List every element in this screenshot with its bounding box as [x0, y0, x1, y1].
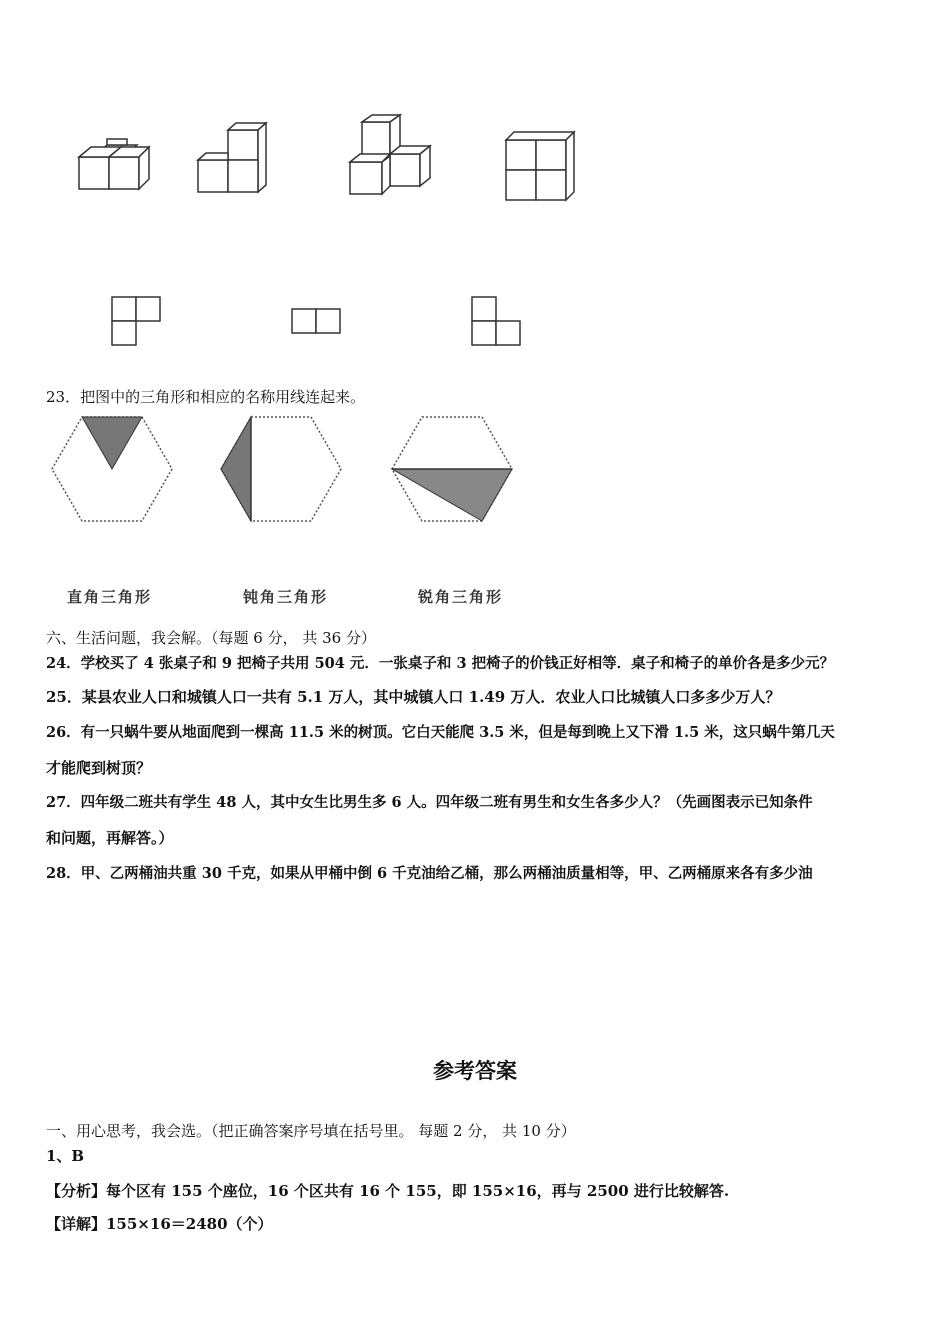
question-26-line-2: 才能爬到树顶？ [46, 759, 152, 777]
section-6-heading: 六、生活问题，我会解。（每题 6 分， 共 36 分） [46, 629, 376, 647]
hexagon-figure-3 [390, 414, 515, 524]
answer-1: 1、B [46, 1147, 85, 1165]
cube-figure-3 [348, 112, 438, 202]
question-25: 25．某县农业人口和城镇人口一共有 5.1 万人，其中城镇人口 1.49 万人．农业人口比城镇人口多多少万人？ [46, 688, 781, 706]
answers-title: 参考答案 [433, 1059, 517, 1083]
answer-1-detail: 【详解】155×16＝2480（个） [46, 1215, 273, 1233]
cube-figure-2 [196, 120, 276, 200]
view-figure-1 [111, 296, 163, 348]
question-27-line-2: 和问题，再解答。） [46, 829, 174, 847]
hexagon-figure-2 [219, 414, 344, 524]
cube-figure-1 [75, 135, 155, 195]
question-24: 24．学校买了 4 张桌子和 9 把椅子共用 504 元．一张桌子和 3 把椅子的价钱正好相等．桌子和椅子的单价各是多少元？ [46, 655, 835, 672]
question-23: 23．把图中的三角形和相应的名称用线连起来。 [46, 388, 366, 406]
label-right-triangle: 直角三角形 [67, 588, 153, 606]
view-figure-2 [291, 308, 343, 336]
answers-section-1-heading: 一、用心思考，我会选。（把正确答案序号填在括号里。 每题 2 分， 共 10 分） [46, 1122, 576, 1140]
question-27-line-1: 27．四年级二班共有学生 48 人，其中女生比男生多 6 人。四年级二班有男生和女生各多少人？（先画图表示已知条件 [46, 794, 813, 811]
question-28: 28．甲、乙两桶油共重 30 千克，如果从甲桶中倒 6 千克油给乙桶，那么两桶油质量相等，甲、乙两桶原来各有多少油 [46, 865, 813, 882]
hexagon-figure-1 [50, 414, 175, 524]
view-figure-3 [471, 296, 523, 348]
question-26-line-1: 26．有一只蜗牛要从地面爬到一棵高 11.5 米的树顶。它白天能爬 3.5 米，但是每到晚上又下滑 1.5 米，这只蜗牛第几天 [46, 724, 835, 741]
label-obtuse-triangle: 钝角三角形 [243, 588, 329, 606]
answer-1-analysis: 【分析】每个区有 155 个座位，16 个区共有 16 个 155，即 155×16，再与 2500 进行比较解答. [46, 1182, 730, 1200]
cube-figure-4 [502, 128, 582, 208]
label-acute-triangle: 锐角三角形 [418, 588, 504, 606]
